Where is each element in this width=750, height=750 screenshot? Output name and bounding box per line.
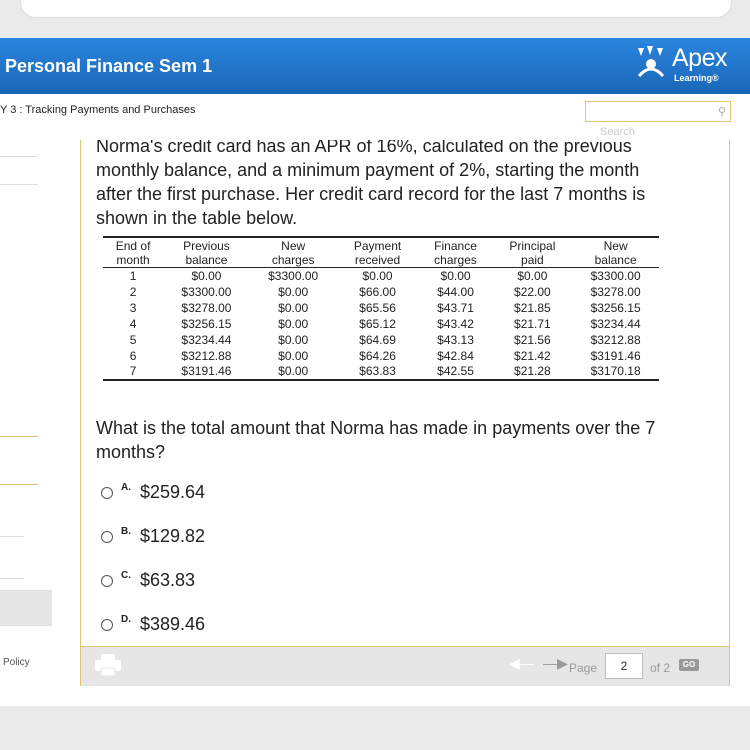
table-cell: $42.55: [419, 364, 493, 380]
browser-bottom-bar: [0, 706, 750, 750]
column-header: Payment received: [337, 237, 419, 268]
table-cell: 7: [103, 364, 163, 380]
nav-item-active[interactable]: [0, 590, 52, 626]
table-cell: $3234.44: [590, 316, 641, 331]
table-cell: $21.28: [493, 364, 573, 380]
table-cell: $44.00: [437, 284, 474, 299]
choice-text[interactable]: $389.46: [140, 614, 206, 634]
previous-arrow-icon[interactable]: ◀—: [509, 655, 534, 671]
nav-divider: [0, 436, 38, 437]
browser-top-bar: [0, 0, 750, 38]
column-header: Previous balance: [163, 237, 250, 268]
table-cell: $3212.88: [181, 348, 232, 363]
course-title: Personal Finance Sem 1: [5, 56, 213, 76]
table-cell: $65.56: [359, 300, 396, 315]
breadcrumb: Y 3 : Tracking Payments and Purchases: [0, 104, 196, 116]
table-cell: $21.85: [514, 300, 551, 315]
question-panel: [80, 140, 730, 646]
column-header: New charges: [250, 237, 337, 268]
table-cell: $63.83: [337, 364, 419, 380]
nav-divider: [0, 484, 38, 485]
table-row: [103, 268, 659, 284]
table-cell: $0.00: [278, 300, 309, 315]
table-cell: $3212.88: [590, 332, 641, 347]
table-cell: $43.13: [437, 332, 474, 347]
table-row: [103, 300, 659, 316]
table-cell: $0.00: [278, 332, 309, 347]
table-cell: $3191.46: [590, 348, 641, 363]
search-icon[interactable]: ⚲: [717, 106, 726, 118]
answer-choice-b[interactable]: [101, 526, 401, 550]
table-cell: $65.12: [359, 316, 396, 331]
table-cell: $64.69: [359, 332, 396, 347]
page-label: Page: [569, 661, 598, 675]
question-prompt: What is the total amount that Norma has made in payments over the 7 months?: [96, 418, 656, 462]
table-cell: $21.42: [514, 348, 551, 363]
column-header: Finance charges: [419, 237, 493, 268]
choice-letter: D.: [121, 614, 131, 625]
column-header: Principal paid: [493, 237, 573, 268]
table-cell: $22.00: [514, 284, 551, 299]
table-cell: 6: [129, 348, 137, 363]
table-cell: $3300.00: [181, 284, 232, 299]
table-cell: $0.00: [278, 316, 309, 331]
table-cell: $3256.15: [590, 300, 641, 315]
next-arrow-icon[interactable]: —▶: [543, 655, 568, 671]
apex-logo-icon: [636, 46, 666, 80]
table-cell: $3234.44: [181, 332, 232, 347]
table-cell: 1: [129, 268, 137, 283]
table-cell: $0.00: [278, 348, 309, 363]
table-cell: $42.84: [437, 348, 474, 363]
table-cell: $0.00: [440, 268, 471, 283]
choice-text[interactable]: $63.83: [140, 570, 196, 590]
page-number-input[interactable]: 2: [605, 653, 643, 679]
policy-link[interactable]: Policy: [3, 657, 30, 668]
answer-choice-c[interactable]: [101, 570, 401, 594]
column-header: New balance: [572, 237, 659, 268]
logo-name: Apex: [672, 44, 727, 72]
column-header: End of month: [103, 237, 163, 268]
table-cell: $43.42: [437, 316, 474, 331]
table-cell: $3300.00: [268, 268, 319, 283]
nav-divider: [0, 184, 38, 185]
course-header: [0, 38, 750, 94]
nav-divider: [0, 536, 24, 537]
left-navigation: [0, 94, 80, 706]
address-bar[interactable]: [20, 0, 732, 18]
print-icon[interactable]: [94, 653, 122, 677]
page-body: [0, 94, 750, 706]
table-cell: 2: [129, 284, 137, 299]
table-cell: $66.00: [359, 284, 396, 299]
page-footer-toolbar: [80, 646, 730, 686]
table-cell: $0.00: [278, 284, 309, 299]
table-cell: $3278.00: [590, 284, 641, 299]
radio-button[interactable]: [101, 619, 113, 631]
go-button[interactable]: GO: [679, 659, 699, 671]
table-row: [103, 332, 659, 348]
table-cell: $64.26: [359, 348, 396, 363]
page-count: of 2: [650, 661, 671, 675]
table-row: [103, 364, 659, 380]
table-cell: $0.00: [250, 364, 337, 380]
table-row: [103, 284, 659, 300]
table-cell: $3278.00: [181, 300, 232, 315]
table-cell: $3256.15: [181, 316, 232, 331]
table-cell: 5: [129, 332, 137, 347]
table-cell: $43.71: [437, 300, 474, 315]
table-cell: $3300.00: [590, 268, 641, 283]
radio-button[interactable]: [101, 531, 113, 543]
choice-letter: A.: [121, 482, 131, 493]
nav-divider: [0, 156, 38, 157]
apex-logo: [636, 44, 736, 88]
table-cell: $3191.46: [163, 364, 250, 380]
choice-text[interactable]: $259.64: [140, 482, 206, 502]
answer-choice-a[interactable]: [101, 482, 401, 506]
choice-letter: B.: [121, 526, 131, 537]
search-label: Search: [600, 126, 635, 138]
choice-text[interactable]: $129.82: [140, 526, 206, 546]
radio-button[interactable]: [101, 575, 113, 587]
answer-choice-d[interactable]: [101, 614, 401, 638]
table-cell: $21.56: [514, 332, 551, 347]
table-cell: $0.00: [191, 268, 222, 283]
search-input[interactable]: [585, 101, 731, 122]
table-header-row: [103, 237, 659, 268]
table-row: [103, 348, 659, 364]
table-cell: $3170.18: [572, 364, 659, 380]
logo-subtitle: Learning®: [674, 73, 719, 83]
table-cell: $0.00: [517, 268, 548, 283]
table-cell: $21.71: [514, 316, 551, 331]
nav-divider: [0, 578, 24, 579]
table-cell: 3: [129, 300, 137, 315]
radio-button[interactable]: [101, 487, 113, 499]
credit-card-record-table: [103, 236, 659, 381]
table-cell: 4: [129, 316, 137, 331]
table-cell: $0.00: [362, 268, 393, 283]
question-text: Norma's credit card has an APR of 16%, calculated on the previous monthly balance, and a minimum payment of 2%, starting the month after the first purchase. Her credit card record for the last 7 months is shown in the table below.: [96, 140, 646, 228]
table-row: [103, 316, 659, 332]
choice-letter: C.: [121, 570, 131, 581]
